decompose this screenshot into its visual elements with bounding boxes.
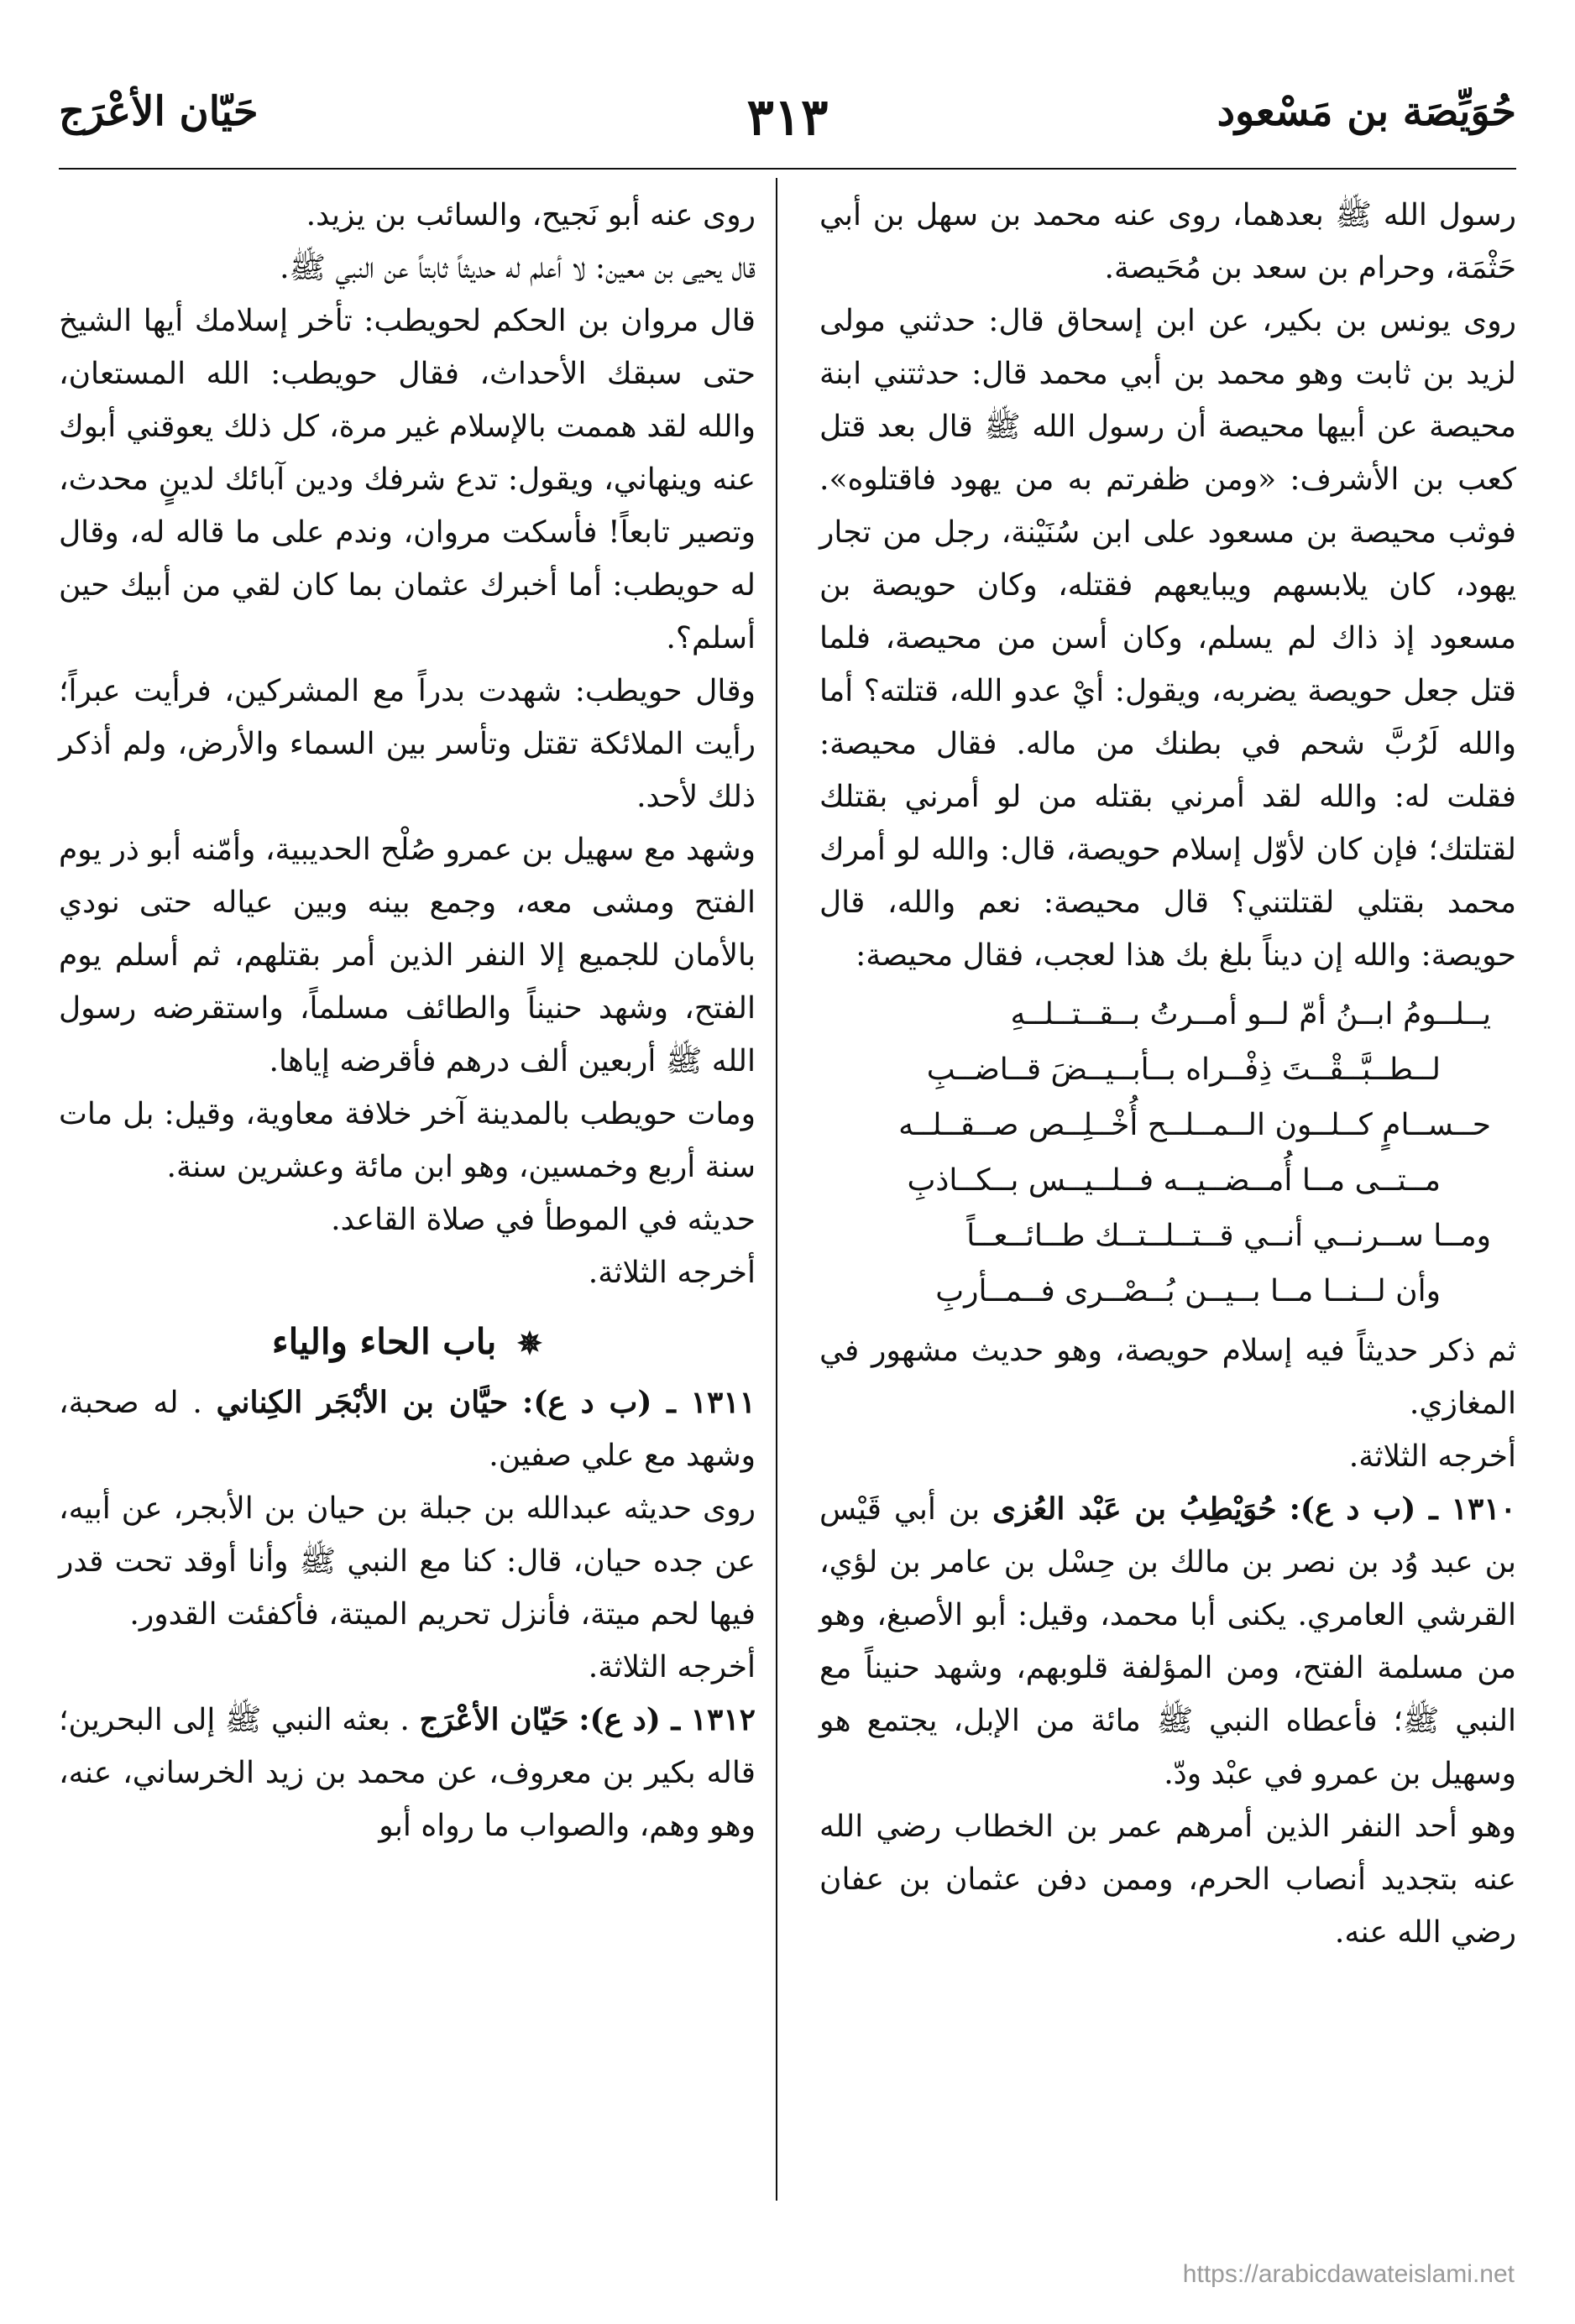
poem [819, 987, 1516, 1319]
entry-text: بن أبي قَيْس بن عبد وُد بن نصر بن مالك بن حِسْل بن عامر بن لؤي، القرشي العامري. يكنى أبا محمد، وقيل: أبو الأصبغ، وهو من مسلمة الفتح، ومن المؤلفة قلوبهم، وشهد حنيناً مع النبي ﷺ؛ فأعطاه النبي ﷺ مائة من الإبل، يجتمع هو وسهيل بن عمرو في عبْد ودّ. [819, 1492, 1516, 1791]
page-number: ٣١٣ [746, 88, 829, 147]
paragraph: روى عنه أبو نَجيح، والسائب بن يزيد. [306, 198, 756, 232]
paragraph: أخرجه الثلاثة. [1348, 1439, 1516, 1474]
entry-number: ١٣١١ ـ (ب د ع): [522, 1385, 756, 1420]
paragraph: ثم ذكر حديثاً فيه إسلام حويصة، وهو حديث مشهور في المغازي. [819, 1334, 1516, 1421]
paragraph: وشهد مع سهيل بن عمرو صُلْح الحديبية، وأمّنه أبو ذر يوم الفتح ومشى معه، وجمع بينه وبين عياله حتى نودي بالأمان للجميع إلا النفر الذين أمر بقتلهم، ثم أسلم يوم الفتح، وشهد حنيناً والطائف مسلماً، واستقرضه رسول الله ﷺ أربعين ألف درهم فأقرضه إياها. [59, 833, 756, 1078]
right-column [819, 189, 1516, 1959]
paragraph: قال يحيى بن معين: لا أعلم له حديثاً ثابتاً عن النبي ﷺ. [280, 251, 756, 285]
paragraph: روى يونس بن بكير، عن ابن إسحاق قال: حدثني مولى لزيد بن ثابت وهو محمد بن أبي محمد قال: حدثتني ابنة محيصة عن أبيها محيصة أن رسول الله ﷺ قال بعد قتل كعب بن الأشرف: «ومن ظفرتم به من يهود فاقتلوه». فوثب محيصة بن مسعود على ابن سُنَيْنة، رجل من تجار يهود، كان يلابسهم ويبايعهم فقتله، وكان حويصة بن مسعود إذ ذاك لم يسلم، وكان أسن من محيصة، فلما قتل جعل حويصة يضربه، ويقول: أيْ عدو الله، قتلته؟ أما والله لَرُبَّ شحم في بطنك من ماله. فقال محيصة: فقلت له: والله لقد أمرني بقتله من لو أمرني بقتلك لقتلتك؛ فإن كان لأوّل إسلام حويصة، قال: والله لو أمرك محمد بقتلي لقتلتني؟ قال محيصة: نعم والله، قال حويصة: والله إن ديناً بلغ بك هذا لعجب، فقال محيصة: [819, 304, 1517, 973]
entry-name: حُوَيْطِبُ بن عَبْد العُزى [992, 1491, 1277, 1527]
ornament-star-icon: ✵ [516, 1326, 543, 1361]
header-rule [59, 168, 1516, 170]
entry-number: ١٣١٢ ـ (د ع): [578, 1702, 756, 1737]
paragraph: حديثه في الموطأ في صلاة القاعد. [331, 1203, 756, 1237]
entry-name: حَيّان الأعْرَج [419, 1702, 569, 1737]
section-heading [59, 1316, 756, 1370]
entry-text: . له صحبة، وشهد مع علي صفين. [59, 1386, 756, 1473]
entry-1311 [59, 1376, 756, 1482]
verse-line: ومــا ســرنــي أنــي قــتــلــتــك طــائــعــاً [966, 1219, 1491, 1253]
paragraph: قال مروان بن الحكم لحويطب: تأخر إسلامك أيها الشيخ حتى سبقك الأحداث، فقال حويطب: الله المستعان، والله لقد هممت بالإسلام غير مرة، كل ذلك يعوقني أبوك عنه وينهاني، ويقول: تدع شرفك ودين آبائك لدينٍ محدث، وتصير تابعاً! فأسكت مروان، وندم على ما قاله له، وقال له حويطب: أما أخبرك عثمان بما كان لقي من أبيك حين أسلم؟. [59, 304, 756, 655]
running-title-right: حُوَيِّصَة بن مَسْعود [1217, 88, 1516, 135]
column-divider [776, 178, 777, 2201]
paragraph: أخرجه الثلاثة. [588, 1650, 756, 1684]
entry-1310 [819, 1483, 1516, 1800]
paragraph: ومات حويطب بالمدينة آخر خلافة معاوية، وقيل: بل مات سنة أربع وخمسين، وهو ابن مائة وعشرين سنة. [59, 1097, 756, 1184]
entry-number: ١٣١٠ ـ (ب د ع): [1289, 1491, 1517, 1527]
watermark-url: https://arabicdawateislami.net [1182, 2260, 1515, 2288]
paragraph: أخرجه الثلاثة. [588, 1256, 756, 1290]
paragraph: رسول الله ﷺ بعدهما، روى عنه محمد بن سهل بن أبي حَثْمَة، وحرام بن سعد بن مُحَيصة. [819, 198, 1516, 285]
verse-line: حــســامٍ كــلــون الــمــلــح أُخْــلِــص صــقــلــه [898, 1108, 1491, 1142]
section-heading-text: باب الحاء والياء [271, 1321, 497, 1362]
entry-1312 [59, 1694, 756, 1852]
paragraph: روى حديثه عبدالله بن جبلة بن حيان بن الأبجر، عن أبيه، عن جده حيان، قال: كنا مع النبي ﷺ وأنا أوقد تحت قدر فيها لحم ميتة، فأنزل تحريم الميتة، فأكفئت القدور. [59, 1491, 756, 1632]
paragraph: وقال حويطب: شهدت بدراً مع المشركين، فرأيت عبراً؛ رأيت الملائكة تقتل وتأسر بين السماء والأرض، ولم أذكر ذلك لأحد. [59, 674, 756, 814]
running-title-left: حَيّان الأعْرَج [59, 88, 259, 135]
verse-line: مــتــى مــا أُمــضــيــه فــلــيــس بــكــاذبِ [907, 1163, 1441, 1198]
entry-name: حيَّان بن الأبْجَر الكِناني [216, 1385, 509, 1420]
verse-line: يــلــومُ ابــنُ أمّ لــو أمــرتُ بــقــتــلــهِ [1010, 997, 1491, 1031]
verse-line: وأن لــنــا مــا بــيــن بُــصْــرى فــمــأربِ [935, 1274, 1441, 1308]
page-header [59, 88, 1516, 164]
verse-line: لــطــبَّــقْــتَ ذِفْــراه بــأبــيــضَ قــاضــبِ [926, 1052, 1441, 1087]
paragraph: وهو أحد النفر الذين أمرهم عمر بن الخطاب رضي الله عنه بتجديد أنصاب الحرم، وممن دفن عثمان بن عفان رضي الله عنه. [819, 1810, 1516, 1950]
entry-text: . بعثه النبي ﷺ إلى البحرين؛ قاله بكير بن معروف، عن محمد بن زيد الخرساني، عنه، وهو وهم، والصواب ما رواه أبو [59, 1703, 756, 1843]
left-column [59, 189, 756, 1852]
